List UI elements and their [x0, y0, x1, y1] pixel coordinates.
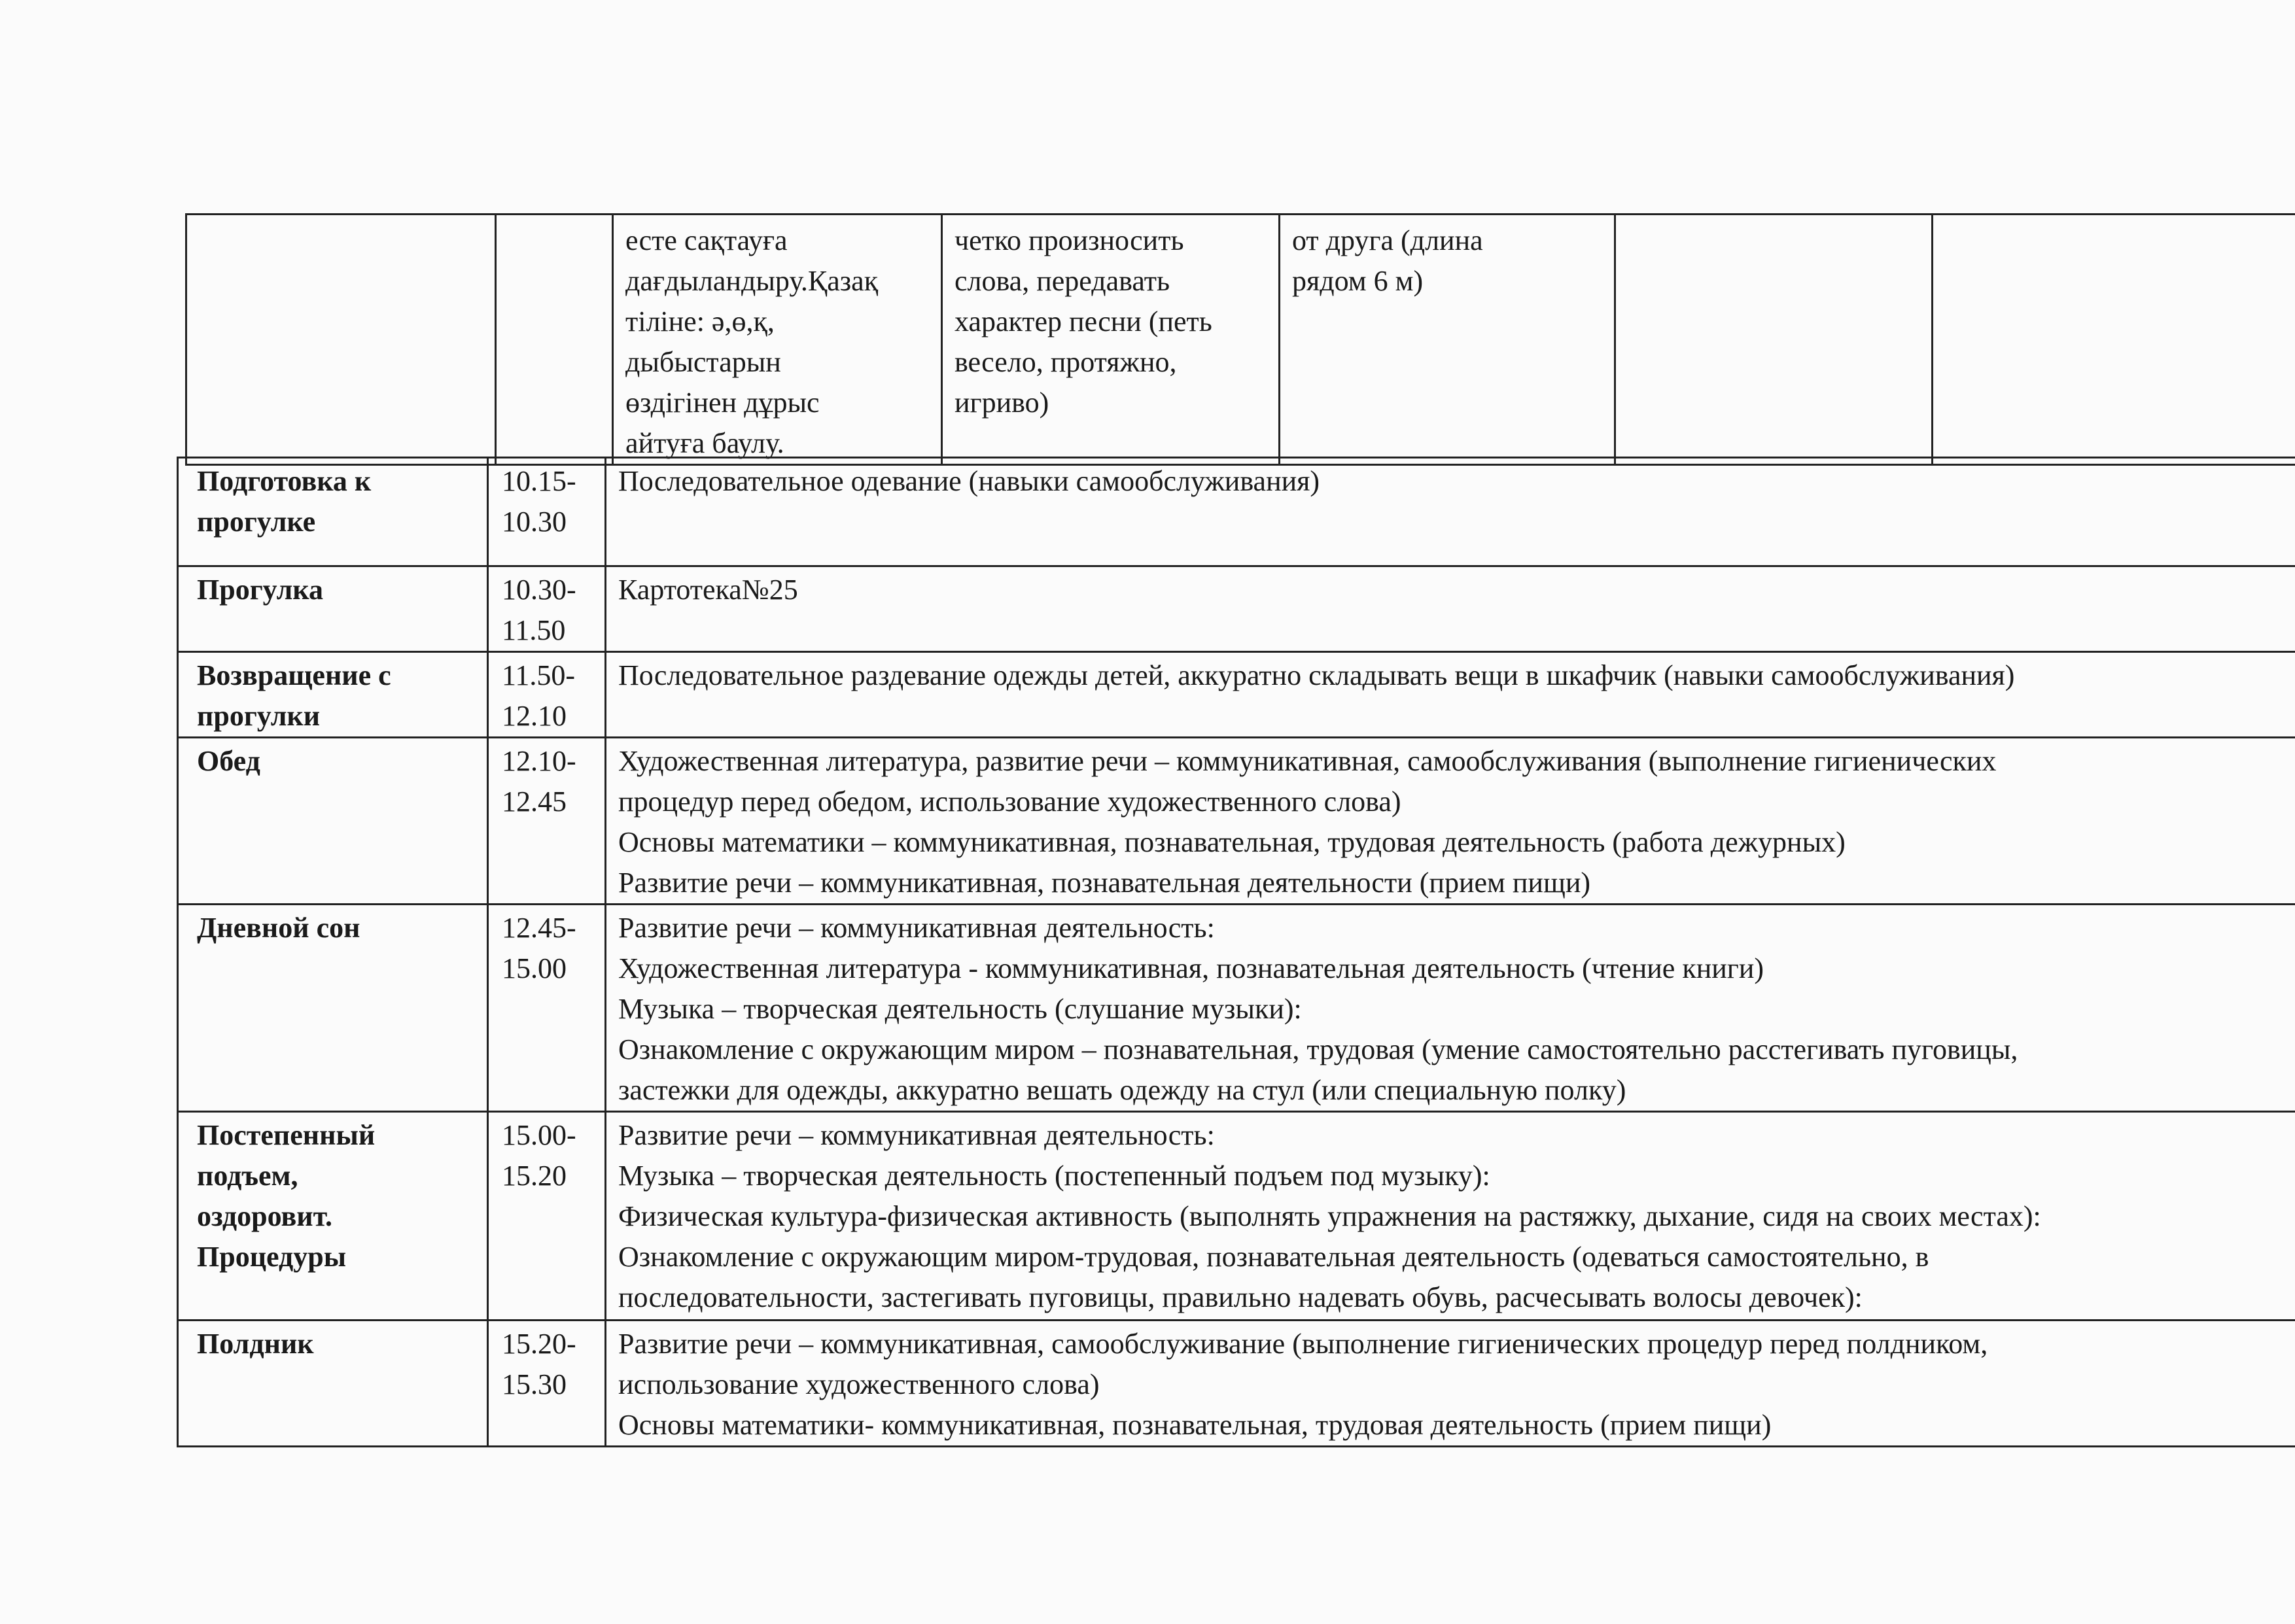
- content-line: Картотека№25: [618, 574, 798, 606]
- content-line: Последовательное раздевание одежды детей, аккуратно складывать вещи в шкафчик (навыки самообслуживания): [618, 659, 2015, 691]
- label-line: подъем,: [197, 1160, 298, 1192]
- cell-line: тіліне: ә,ө,қ,: [625, 305, 775, 337]
- schedule-row-walk-prep: [178, 458, 2295, 566]
- row-label: [178, 738, 488, 905]
- content-line: Музыка – творческая деятельность (слушание музыки):: [618, 993, 1302, 1025]
- label-line: Обед: [197, 745, 260, 777]
- continued-activity-table: [185, 213, 2295, 466]
- cell-line: есте сақтауға: [625, 224, 788, 256]
- continued-cell-kazakh: [613, 215, 942, 465]
- label-line: Возвращение с: [197, 659, 391, 691]
- content-line: Развитие речи – коммуникативная деятельность:: [618, 912, 1215, 944]
- content-line: Развитие речи – коммуникативная, познавательная деятельности (прием пищи): [618, 867, 1591, 899]
- continued-row: [186, 215, 2295, 465]
- label-line: Полдник: [197, 1328, 314, 1360]
- continued-cell-music: [942, 215, 1280, 465]
- time-line: 11.50-: [502, 659, 576, 691]
- time-line: 12.10: [502, 700, 567, 732]
- content-line: Ознакомление с окружающим миром – познавательная, трудовая (умение самостоятельно расстегивать пуговицы,: [618, 1033, 2018, 1065]
- continued-cell-empty: [1933, 215, 2295, 465]
- content-line: Основы математики- коммуникативная, познавательная, трудовая деятельность (прием пищи): [618, 1409, 1772, 1441]
- schedule-row-snack: [178, 1321, 2295, 1447]
- content-line: Художественная литература - коммуникативная, познавательная деятельность (чтение книги): [618, 952, 1764, 984]
- content-line: застежки для одежды, аккуратно вешать одежду на стул (или специальную полку): [618, 1074, 1626, 1106]
- content-line: процедур перед обедом, использование художественного слова): [618, 786, 1401, 818]
- row-label: [178, 652, 488, 738]
- row-content: [606, 1321, 2295, 1447]
- label-line: Постепенный: [197, 1119, 376, 1151]
- cell-line: дыбыстарын: [625, 346, 781, 378]
- time-line: 10.30: [502, 506, 567, 538]
- content-line: Развитие речи – коммуникативная деятельность:: [618, 1119, 1215, 1151]
- time-line: 15.30: [502, 1368, 567, 1400]
- content-line: Художественная литература, развитие речи – коммуникативная, самообслуживания (выполнение гигиенических: [618, 745, 1997, 777]
- row-content: [606, 1112, 2295, 1321]
- row-label: [178, 458, 488, 566]
- time-line: 12.45-: [502, 912, 576, 944]
- content-line: Ознакомление с окружающим миром-трудовая, познавательная деятельность (одеваться самостоятельно, в: [618, 1241, 1929, 1273]
- row-time: [488, 566, 606, 652]
- content-line: Развитие речи – коммуникативная, самообслуживание (выполнение гигиенических процедур перед полдником,: [618, 1328, 1988, 1360]
- continued-cell-label: [186, 215, 496, 465]
- row-content: [606, 566, 2295, 652]
- row-time: [488, 1112, 606, 1321]
- time-line: 12.45: [502, 786, 567, 818]
- continued-cell-physical: [1280, 215, 1615, 465]
- row-time: [488, 458, 606, 566]
- cell-line: айтуға баулу.: [625, 427, 784, 459]
- continued-cell-empty: [1615, 215, 1933, 465]
- label-line: прогулке: [197, 506, 316, 538]
- row-time: [488, 1321, 606, 1447]
- label-line: Прогулка: [197, 574, 323, 606]
- row-time: [488, 905, 606, 1112]
- label-line: Подготовка к: [197, 465, 372, 497]
- continued-cell-time: [496, 215, 613, 465]
- cell-line: весело, протяжно,: [955, 346, 1177, 378]
- content-line: Физическая культура-физическая активность (выполнять упражнения на растяжку, дыхание, сидя на своих местах):: [618, 1200, 2041, 1232]
- schedule-row-walk: [178, 566, 2295, 652]
- time-line: 10.30-: [502, 574, 576, 606]
- cell-line: дағдыландыру.Қазақ: [625, 265, 879, 297]
- row-content: [606, 652, 2295, 738]
- row-label: [178, 1112, 488, 1321]
- time-line: 15.20-: [502, 1328, 576, 1360]
- cell-line: характер песни (петь: [955, 305, 1212, 337]
- schedule-row-return: [178, 652, 2295, 738]
- cell-line: от друга (длина: [1292, 224, 1483, 256]
- cell-line: слова, передавать: [955, 265, 1170, 297]
- content-line: последовательности, застегивать пуговицы, правильно надевать обувь, расчесывать волосы девочек):: [618, 1281, 1863, 1313]
- row-time: [488, 738, 606, 905]
- daily-schedule-table: [177, 457, 2295, 1447]
- row-label: [178, 1321, 488, 1447]
- cell-line: игриво): [955, 387, 1049, 419]
- label-line: оздоровит.: [197, 1200, 332, 1232]
- cell-line: рядом 6 м): [1292, 265, 1424, 297]
- label-line: прогулки: [197, 700, 321, 732]
- label-line: Дневной сон: [197, 912, 360, 944]
- content-line: использование художественного слова): [618, 1368, 1100, 1400]
- content-line: Последовательное одевание (навыки самообслуживания): [618, 465, 1320, 497]
- content-line: Музыка – творческая деятельность (постепенный подъем под музыку):: [618, 1160, 1490, 1192]
- content-line: Основы математики – коммуникативная, познавательная, трудовая деятельность (работа дежурных): [618, 826, 1846, 858]
- time-line: 15.00-: [502, 1119, 576, 1151]
- schedule-row-wakeup: [178, 1112, 2295, 1321]
- cell-line: четко произносить: [955, 224, 1184, 256]
- time-line: 15.00: [502, 952, 567, 984]
- label-line: Процедуры: [197, 1241, 347, 1273]
- time-line: 11.50: [502, 614, 566, 646]
- schedule-row-nap: [178, 905, 2295, 1112]
- row-content: [606, 905, 2295, 1112]
- time-line: 15.20: [502, 1160, 567, 1192]
- cell-line: өздігінен дұрыс: [625, 387, 820, 419]
- row-content: [606, 738, 2295, 905]
- time-line: 10.15-: [502, 465, 576, 497]
- row-content: [606, 458, 2295, 566]
- row-time: [488, 652, 606, 738]
- schedule-row-lunch: [178, 738, 2295, 905]
- row-label: [178, 905, 488, 1112]
- time-line: 12.10-: [502, 745, 576, 777]
- row-label: [178, 566, 488, 652]
